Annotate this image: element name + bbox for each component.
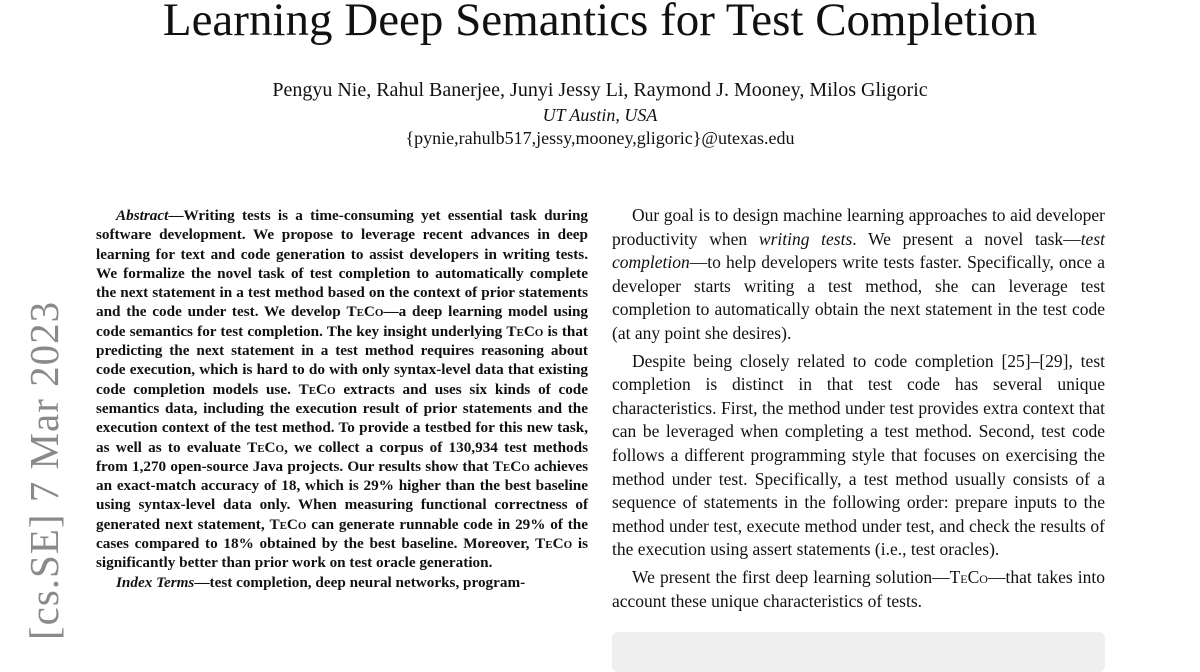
tool-name: TeCo [247, 438, 285, 456]
tool-name: TeCo [535, 535, 573, 553]
abstract-text: is that predicting the next statement in a test method requires reasoning about code execution, which is hard to do with only syntax-level data that existing code completion models use. [96, 322, 588, 398]
author-list: Pengyu Nie, Rahul Banerjee, Junyi Jessy Li, Raymond J. Mooney, Milos Gligoric [272, 79, 928, 101]
tool-name: TeCo [298, 380, 336, 398]
intro-emphasis: test completion [612, 228, 1105, 273]
abstract-text: , we collect a corpus of 130,934 test methods from 1,270 open-source Java projects. Our results show that [96, 438, 588, 475]
abstract-text: achieves an exact-match accuracy of 18, which is 29% higher than the best baseline using syntax-level data only. When measuring functional correctness of generated next statement, [96, 457, 588, 533]
tool-name: TeCo [346, 303, 384, 321]
abstract-text: can generate runnable code in 29% of the cases compared to 18% obtained by the best baseline. Moreover, [96, 515, 588, 553]
abstract-text: —Writing tests is a time-consuming yet essential task during software development. We propose to leverage recent advances in deep learning for text and code generation to assist developers in writing tests. We formalize the novel task of test completion to automatically complete the next statement in a test method based on the context of prior statements and the code under test. We develop [96, 207, 588, 321]
intro-paragraph-3 [612, 566, 1105, 613]
abstract-text: extracts and uses six kinds of code semantics data, including the execution result of prior statements and the execution context of the test method. To provide a testbed for this new task, as well as to evaluate [96, 380, 588, 456]
abstract [96, 206, 588, 592]
intro-text: Our goal is to design machine learning approaches to aid developer productivity when [612, 205, 1105, 249]
introduction [612, 204, 1105, 613]
intro-paragraph-1 [612, 204, 1105, 346]
abstract-paragraph [96, 206, 588, 573]
tool-name: TeCo [949, 566, 988, 587]
index-terms-text: —test completion, deep neural networks, program- [194, 573, 526, 591]
author-emails: {pynie,rahulb517,jessy,mooney,gligoric}@utexas.edu [405, 128, 795, 148]
tool-name: TeCo [506, 322, 544, 340]
paper-title: Learning Deep Semantics for Test Completion [162, 0, 1038, 46]
intro-text: We present the first deep learning solution— [632, 566, 950, 587]
tool-name: TeCo [269, 515, 307, 533]
arxiv-stamp: [cs.SE] 7 Mar 2023 [21, 300, 67, 640]
tool-name: TeCo [492, 457, 530, 475]
abstract-text: —a deep learning model using code semantics for test completion. The key insight underlying [96, 303, 588, 340]
index-terms-label: Index Terms [116, 573, 195, 591]
index-terms [96, 573, 588, 592]
intro-paragraph-2: Despite being closely related to code completion [25]–[29], test completion is distinct in that test code has several unique characteristics. First, the method under test provides extra context that can be leveraged when completing a test method. Second, test code follows a different programming style that focuses on exercising the method under test. Specifically, a test method usually consists of a sequence of statements in the following order: prepare inputs to the method under test, execute method under test, and check the results of the execution using assert statements (i.e., test oracles). [612, 350, 1105, 560]
intro-text: —to help developers write tests faster. Specifically, once a developer starts writing a test method, she can leverage test completion to automatically obtain the next statement in the test code (at any point she desires). [612, 252, 1105, 343]
affiliation: UT Austin, USA [542, 105, 658, 125]
intro-text: . We present a novel task— [852, 228, 1081, 249]
code-listing-box [612, 632, 1105, 672]
intro-emphasis: writing tests [758, 228, 853, 249]
intro-text: —that takes into account these unique characteristics of tests. [612, 566, 1105, 611]
abstract-label: Abstract [116, 207, 169, 224]
abstract-text: is significantly better than prior work on test oracle generation. [96, 535, 588, 572]
